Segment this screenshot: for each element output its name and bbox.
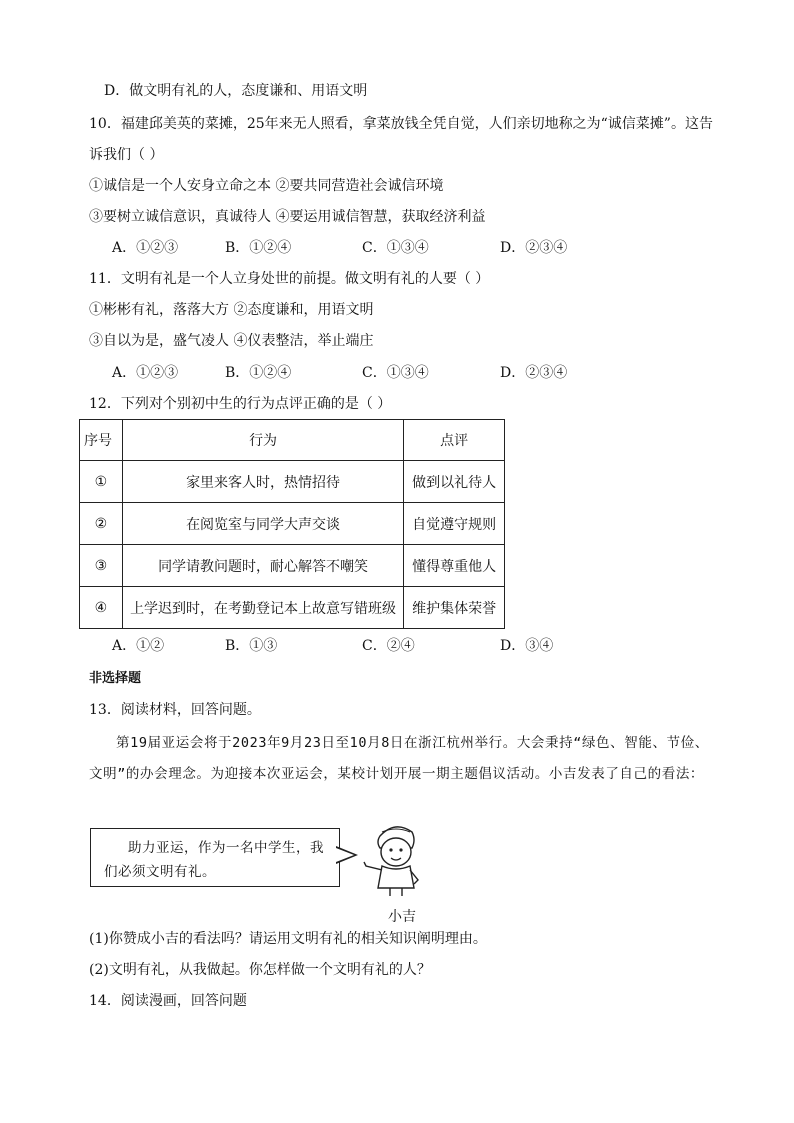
student-caption: 小吉 bbox=[388, 909, 416, 925]
row-behavior: 在阅览室与同学大声交谈 bbox=[122, 503, 403, 545]
q10-option-d: D．②③④ bbox=[500, 240, 568, 256]
row-comment: 懂得尊重他人 bbox=[404, 545, 505, 587]
row-number: ② bbox=[80, 503, 123, 545]
row-number: ④ bbox=[80, 587, 123, 629]
q14-stem: 14．阅读漫画，回答问题 bbox=[89, 993, 247, 1009]
q10-option-b: B．①②④ bbox=[225, 240, 292, 256]
q11-stem: 11．文明有礼是一个人立身处世的前提。做文明有礼的人要（ ） bbox=[89, 271, 490, 287]
q11-option-c: C．①③④ bbox=[362, 365, 429, 381]
q11-items-line2: ③自以为是，盛气凌人 ④仪表整洁，举止端庄 bbox=[89, 333, 374, 349]
header-number: 序号 bbox=[80, 420, 123, 461]
q10-option-c: C．①③④ bbox=[362, 240, 429, 256]
row-comment: 做到以礼待人 bbox=[404, 461, 505, 503]
table-row bbox=[80, 461, 505, 503]
q12-option-c: C．②④ bbox=[362, 638, 415, 654]
table-row bbox=[80, 587, 505, 629]
q13-subquestion-1: (1)你赞成小吉的看法吗？请运用文明有礼的相关知识阐明理由。 bbox=[89, 931, 487, 947]
q9-option-d: D．做文明有礼的人，态度谦和、用语文明 bbox=[104, 83, 368, 99]
q11-option-d: D．②③④ bbox=[500, 365, 568, 381]
q10-items-line2: ③要树立诚信意识，真诚待人 ④要运用诚信智慧，获取经济利益 bbox=[89, 209, 486, 225]
q11-items-line1: ①彬彬有礼，落落大方 ②态度谦和，用语文明 bbox=[89, 302, 374, 318]
row-behavior: 上学迟到时，在考勤登记本上故意写错班级 bbox=[122, 587, 403, 629]
q12-option-a: A．①② bbox=[112, 638, 165, 654]
q11-option-b: B．①②④ bbox=[225, 365, 292, 381]
row-comment: 自觉遵守规则 bbox=[404, 503, 505, 545]
row-comment: 维护集体荣誉 bbox=[404, 587, 505, 629]
row-number: ③ bbox=[80, 545, 123, 587]
evaluation-table bbox=[79, 419, 505, 629]
row-behavior: 家里来客人时，热情招待 bbox=[122, 461, 403, 503]
q11-option-a: A．①②③ bbox=[112, 365, 179, 381]
q10-items-line1: ①诚信是一个人安身立命之本 ②要共同营造社会诚信环境 bbox=[89, 178, 444, 194]
q10-stem-line2: 诉我们（ ） bbox=[89, 147, 164, 163]
q12-option-b: B．①③ bbox=[225, 638, 278, 654]
q12-stem: 12．下列对个别初中生的行为点评正确的是（ ） bbox=[89, 396, 392, 412]
header-behavior: 行为 bbox=[122, 420, 403, 461]
row-behavior: 同学请教问题时，耐心解答不嘲笑 bbox=[122, 545, 403, 587]
student-boy-illustration bbox=[360, 818, 430, 898]
table-row bbox=[80, 545, 505, 587]
header-comment: 点评 bbox=[404, 420, 505, 461]
q12-option-d: D．③④ bbox=[500, 638, 554, 654]
speech-bubble-text: 助力亚运，作为一名中学生，我们必须文明有礼。 bbox=[104, 840, 324, 880]
q13-material: 第19届亚运会将于2023年9月23日至10月8日在浙江杭州举行。大会秉持“绿色、智能、节俭、文明”的办会理念。为迎接本次亚运会，某校计划开展一期主题倡议活动。小吉发表了自己的看法： bbox=[89, 735, 709, 782]
table-row bbox=[80, 503, 505, 545]
row-number: ① bbox=[80, 461, 123, 503]
table-header-row bbox=[80, 420, 505, 461]
q13-stem: 13．阅读材料，回答问题。 bbox=[89, 702, 261, 718]
q10-stem-line1: 10．福建邱美英的菜摊，25年来无人照看，拿菜放钱全凭自觉，人们亲切地称之为“诚信菜摊”。这告 bbox=[89, 116, 713, 132]
q10-option-a: A．①②③ bbox=[112, 240, 179, 256]
section-title: 非选择题 bbox=[89, 671, 142, 686]
q13-subquestion-2: (2)文明有礼，从我做起。你怎样做一个文明有礼的人？ bbox=[89, 962, 431, 978]
